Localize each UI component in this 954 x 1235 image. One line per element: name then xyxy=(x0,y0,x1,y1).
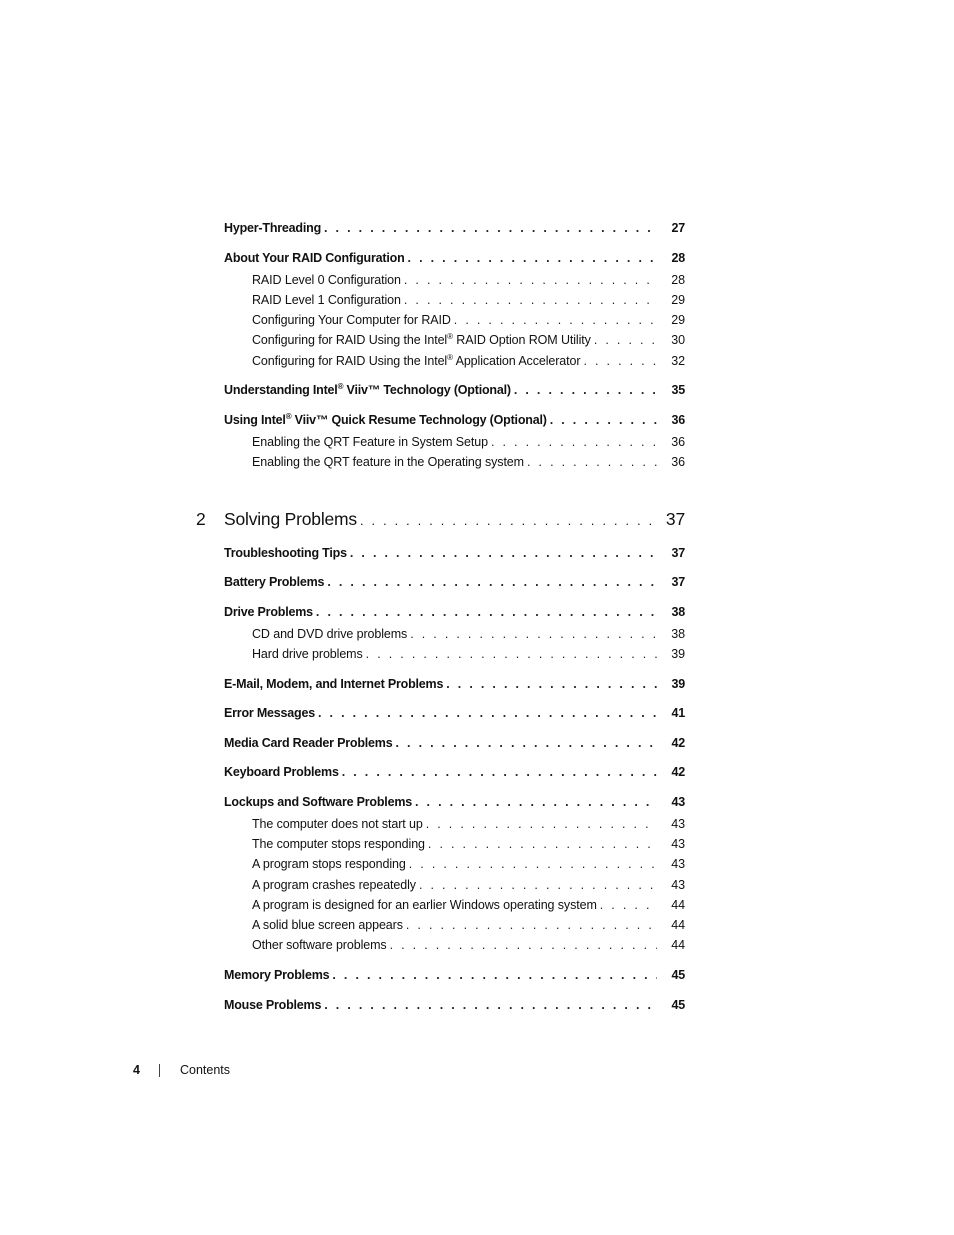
toc-entry-mouse-problems[interactable] xyxy=(224,997,685,1013)
toc-entry-raid-level-1[interactable] xyxy=(252,292,685,308)
toc-entry-page: 45 xyxy=(671,968,685,982)
toc-entry-blue-screen[interactable] xyxy=(252,917,685,933)
toc-entry-title: The computer stops responding xyxy=(252,837,425,851)
dot-leader xyxy=(591,332,657,348)
toc-entry-computer-stops-responding[interactable] xyxy=(252,836,685,852)
dot-leader xyxy=(425,836,657,852)
dot-leader xyxy=(511,382,657,398)
dot-leader xyxy=(313,604,657,620)
toc-entry-about-raid[interactable] xyxy=(224,250,685,266)
toc-entry-page: 36 xyxy=(671,435,685,449)
registered-mark: ® xyxy=(337,382,344,391)
toc-entry-page: 28 xyxy=(671,251,685,265)
toc-entry-keyboard-problems[interactable] xyxy=(224,764,685,780)
toc-entry-hard-drive[interactable] xyxy=(252,646,685,662)
toc-entry-title xyxy=(224,382,511,398)
toc-entry-title: A program crashes repeatedly xyxy=(252,878,416,892)
chapter-page: 37 xyxy=(665,509,685,529)
toc-entry-title: Drive Problems xyxy=(224,605,313,619)
toc-entry-computer-not-start[interactable] xyxy=(252,816,685,832)
dot-leader xyxy=(347,545,657,561)
dot-leader xyxy=(412,794,657,810)
dot-leader xyxy=(405,250,657,266)
toc-entry-other-software[interactable] xyxy=(252,937,685,953)
toc-entry-memory-problems[interactable] xyxy=(224,967,685,983)
toc-entry-qrt-system-setup[interactable] xyxy=(252,434,685,450)
dot-leader xyxy=(387,937,657,953)
title-part-1: Understanding Intel xyxy=(224,383,338,397)
toc-entry-page: 32 xyxy=(671,354,685,368)
toc-entry-program-stops-responding[interactable] xyxy=(252,856,685,872)
toc-entry-page: 35 xyxy=(671,383,685,397)
toc-entry-page: 44 xyxy=(671,918,685,932)
toc-entry-page: 37 xyxy=(671,546,685,560)
dot-leader xyxy=(324,574,657,590)
toc-entry-title: Battery Problems xyxy=(224,575,325,589)
toc-entry-title: RAID Level 1 Configuration xyxy=(252,293,401,307)
toc-entry-title: RAID Level 0 Configuration xyxy=(252,273,401,287)
toc-entry-page: 39 xyxy=(671,647,685,661)
dot-leader xyxy=(401,292,657,308)
toc-entry-title: Troubleshooting Tips xyxy=(224,546,347,560)
dot-leader xyxy=(580,353,657,369)
registered-mark: ® xyxy=(447,353,453,362)
dot-leader xyxy=(407,626,657,642)
dot-leader xyxy=(597,897,657,913)
toc-entry-title: E-Mail, Modem, and Internet Problems xyxy=(224,677,444,691)
toc-entry-page: 42 xyxy=(671,736,685,750)
toc-entry-drive-problems[interactable] xyxy=(224,604,685,620)
dot-leader xyxy=(451,312,657,328)
toc-entry-cd-dvd-drive[interactable] xyxy=(252,626,685,642)
dot-leader xyxy=(443,676,657,692)
toc-entry-earlier-windows[interactable] xyxy=(252,897,685,913)
toc-entry-title: Enabling the QRT Feature in System Setup xyxy=(252,435,488,449)
toc-entry-title: The computer does not start up xyxy=(252,817,423,831)
toc-entry-title: CD and DVD drive problems xyxy=(252,627,408,641)
dot-leader xyxy=(357,510,655,532)
title-part-1: Using Intel xyxy=(224,413,286,427)
title-part-1: Configuring for RAID Using the Intel xyxy=(252,354,448,368)
toc-entry-page: 29 xyxy=(671,293,685,307)
toc-entry-application-accelerator[interactable] xyxy=(252,353,685,369)
toc-entry-page: 42 xyxy=(671,765,685,779)
dot-leader xyxy=(329,967,657,983)
dot-leader xyxy=(547,412,657,428)
dot-leader xyxy=(392,735,657,751)
toc-entry-title: Configuring Your Computer for RAID xyxy=(252,313,451,327)
toc-entry-raid-level-0[interactable] xyxy=(252,272,685,288)
toc-entry-lockups-software[interactable] xyxy=(224,794,685,810)
dot-leader xyxy=(339,764,657,780)
toc-entry-page: 43 xyxy=(671,837,685,851)
toc-entry-page: 44 xyxy=(671,938,685,952)
toc-entry-title: Mouse Problems xyxy=(224,998,322,1012)
toc-entry-page: 38 xyxy=(671,627,685,641)
dot-leader xyxy=(416,877,657,893)
toc-entry-title: Lockups and Software Problems xyxy=(224,795,412,809)
dot-leader xyxy=(321,220,657,236)
toc-entry-title: About Your RAID Configuration xyxy=(224,251,405,265)
footer-page-number: 4 xyxy=(133,1063,140,1077)
dot-leader xyxy=(401,272,657,288)
toc-entry-title: Other software problems xyxy=(252,938,387,952)
toc-entry-program-crashes[interactable] xyxy=(252,877,685,893)
title-part-1: Configuring for RAID Using the Intel xyxy=(252,333,448,347)
toc-entry-title: Hard drive problems xyxy=(252,647,363,661)
title-part-2: RAID Option ROM Utility xyxy=(452,333,591,347)
toc-entry-understanding-viiv[interactable] xyxy=(224,382,685,398)
registered-mark: ® xyxy=(285,412,292,421)
toc-entry-title: A program stops responding xyxy=(252,857,406,871)
toc-entry-title: Error Messages xyxy=(224,706,315,720)
toc-entry-email-modem-internet[interactable] xyxy=(224,676,685,692)
dot-leader xyxy=(321,997,657,1013)
toc-entry-page: 41 xyxy=(671,706,685,720)
footer-label: Contents xyxy=(180,1063,231,1077)
registered-mark: ® xyxy=(447,332,453,341)
toc-entry-error-messages[interactable] xyxy=(224,705,685,721)
toc-entry-configuring-raid[interactable] xyxy=(252,312,685,328)
toc-entry-page: 36 xyxy=(671,455,685,469)
chapter-number: 2 xyxy=(196,509,206,529)
toc-entry-title xyxy=(224,412,547,428)
toc-entry-viiv-quick-resume[interactable] xyxy=(224,412,685,428)
dot-leader xyxy=(406,856,657,872)
toc-entry-page: 43 xyxy=(671,878,685,892)
dot-leader xyxy=(363,646,657,662)
toc-entry-qrt-operating-system[interactable] xyxy=(252,454,685,470)
toc-entry-page: 44 xyxy=(671,898,685,912)
toc-entry-title xyxy=(252,332,591,348)
title-part-2: Viiv™ Quick Resume Technology (Optional) xyxy=(291,413,547,427)
toc-entry-page: 45 xyxy=(671,998,685,1012)
dot-leader xyxy=(524,454,657,470)
dot-leader xyxy=(488,434,657,450)
toc-entry-page: 36 xyxy=(671,413,685,427)
toc-entry-page: 43 xyxy=(671,817,685,831)
page-footer xyxy=(133,1062,230,1078)
toc-entry-title: A program is designed for an earlier Windows operating system xyxy=(252,898,597,912)
toc-entry-title: Hyper-Threading xyxy=(224,221,322,235)
dot-leader xyxy=(423,816,657,832)
chapter-title: Solving Problems xyxy=(224,509,357,529)
toc-entry-page: 37 xyxy=(671,575,685,589)
toc-entry-page: 27 xyxy=(671,221,685,235)
toc-entry-page: 30 xyxy=(671,333,685,347)
dot-leader xyxy=(315,705,657,721)
toc-entry-page: 39 xyxy=(671,677,685,691)
toc-entry-page: 43 xyxy=(671,857,685,871)
toc-entry-media-card-reader[interactable] xyxy=(224,735,685,751)
toc-entry-title: A solid blue screen appears xyxy=(252,918,403,932)
toc-entry-troubleshooting-tips[interactable] xyxy=(224,545,685,561)
toc-entry-title: Keyboard Problems xyxy=(224,765,339,779)
dot-leader xyxy=(403,917,657,933)
toc-entry-title xyxy=(252,353,580,369)
toc-entry-page: 28 xyxy=(671,273,685,287)
toc-entry-title: Media Card Reader Problems xyxy=(224,736,393,750)
title-part-2: Viiv™ Technology (Optional) xyxy=(343,383,511,397)
footer-divider xyxy=(159,1064,160,1077)
toc-entry-page: 29 xyxy=(671,313,685,327)
toc-entry-page: 38 xyxy=(671,605,685,619)
chapter-heading[interactable] xyxy=(196,508,685,532)
toc-entry-raid-option-rom[interactable] xyxy=(252,332,685,348)
toc-entry-hyper-threading[interactable] xyxy=(224,220,685,236)
toc-entry-battery-problems[interactable] xyxy=(224,574,685,590)
toc-entry-title: Memory Problems xyxy=(224,968,330,982)
title-part-2: Application Accelerator xyxy=(452,354,581,368)
toc-entry-title: Enabling the QRT feature in the Operating system xyxy=(252,455,524,469)
toc-entry-page: 43 xyxy=(671,795,685,809)
